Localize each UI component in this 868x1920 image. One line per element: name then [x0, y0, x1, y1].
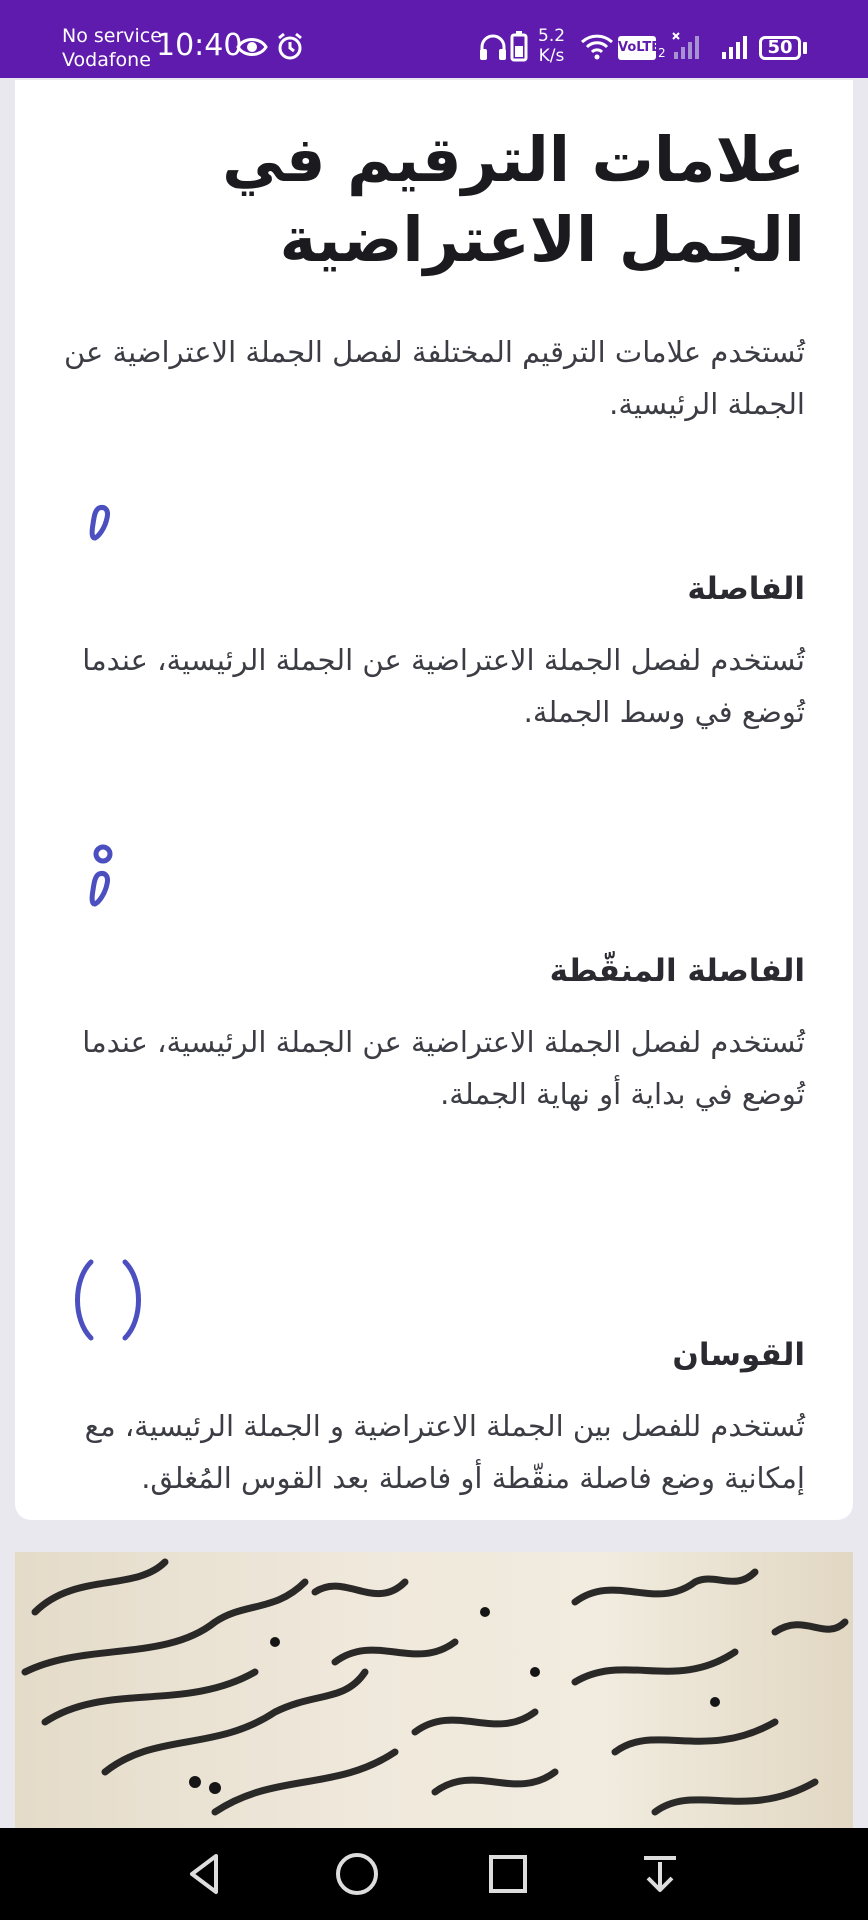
battery-saver-icon: [510, 30, 528, 62]
carrier-name: Vodafone: [62, 49, 151, 71]
network-speed: [538, 26, 565, 66]
sim-index: 2: [658, 46, 666, 60]
page-title: علامات الترقيم في الجمل الاعتراضية: [222, 123, 805, 276]
carrier-status: No service: [62, 25, 162, 47]
content-card: [15, 80, 853, 1520]
battery-level: 50: [759, 36, 801, 60]
semicolon-icon: [63, 834, 123, 914]
signal-icon: [672, 32, 702, 60]
clock: 10:40: [156, 28, 243, 63]
status-bar: [0, 0, 868, 78]
headphones-icon: [478, 32, 508, 62]
volte-badge: VoLTE: [618, 36, 656, 60]
back-icon[interactable]: [176, 1844, 236, 1904]
battery-tip: [803, 42, 807, 54]
signal-icon: [720, 32, 750, 60]
home-icon[interactable]: [327, 1844, 387, 1904]
wifi-icon: [580, 32, 614, 60]
section-title-semicolon: الفاصلة المنقّطة: [549, 953, 805, 989]
navigation-bar: [0, 1828, 868, 1920]
carrier-info: [62, 24, 162, 72]
speed-value: 5.2: [538, 26, 566, 46]
section-title-parentheses: القوسان: [672, 1337, 805, 1373]
speed-unit: K/s: [538, 46, 565, 66]
comma-icon: [63, 490, 123, 550]
section-title-comma: الفاصلة: [687, 571, 805, 607]
arabic-calligraphy-image: [15, 1552, 853, 1828]
intro-text: تُستخدم علامات الترقيم المختلفة لفصل الجملة الاعتراضية عن الجملة الرئيسية.: [63, 335, 805, 421]
section-desc-parentheses: تُستخدم للفصل بين الجملة الاعتراضية و الجملة الرئيسية، مع إمكانية وضع فاصلة منقّطة أو فاصلة بعد القوس المُغلق.: [84, 1409, 805, 1495]
recents-icon[interactable]: [478, 1844, 538, 1904]
notifications-pull-icon[interactable]: [630, 1844, 690, 1904]
calligraphy-strokes: [15, 1552, 853, 1828]
alarm-icon: [276, 32, 304, 62]
section-desc-semicolon: تُستخدم لفصل الجملة الاعتراضية عن الجملة الرئيسية، عندما تُوضع في بداية أو نهاية الجملة.: [82, 1025, 805, 1111]
section-desc-comma: تُستخدم لفصل الجملة الاعتراضية عن الجملة الرئيسية، عندما تُوضع في وسط الجملة.: [82, 643, 805, 729]
eye-icon: [236, 34, 268, 60]
